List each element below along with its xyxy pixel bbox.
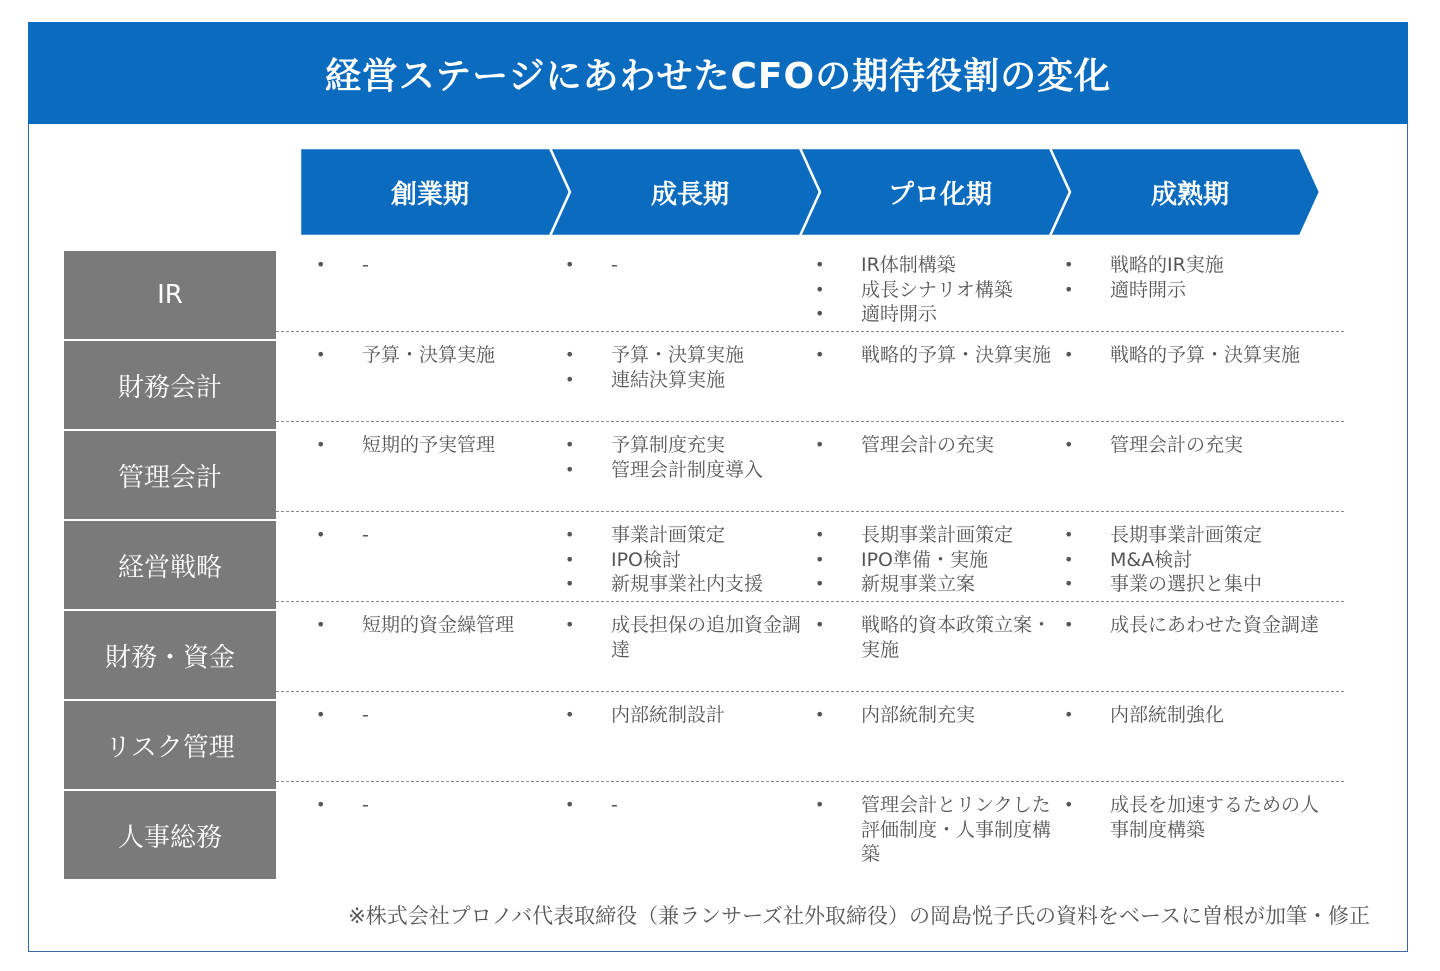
cell-item: • 戦略的予算・決算実施	[1064, 343, 1326, 368]
row-label-4: 経営戦略	[64, 521, 276, 609]
row-label-5: 財務・資金	[64, 611, 276, 699]
cell-item: • 戦略的資本政策立案・実施	[815, 613, 1053, 662]
cell-item: • 長期事業計画策定	[1064, 523, 1326, 548]
cell-r3-c1	[316, 433, 554, 458]
cell-item: • 管理会計とリンクした評価制度・人事制度構築	[815, 793, 1053, 867]
row-separator	[276, 781, 1344, 782]
cell-item: • 管理会計の充実	[1064, 433, 1326, 458]
cell-item: • 予算・決算実施	[316, 343, 554, 368]
cell-item: • 事業計画策定	[565, 523, 803, 548]
cell-item: • IPO検討	[565, 548, 803, 573]
cell-item: • 予算制度充実	[565, 433, 803, 458]
cell-r7-c4	[1064, 793, 1326, 842]
cell-item: • 管理会計制度導入	[565, 458, 803, 483]
cell-r2-c4	[1064, 343, 1326, 368]
cell-item: • 連結決算実施	[565, 368, 803, 393]
cell-r3-c4	[1064, 433, 1326, 458]
cell-item: • 成長を加速するための人事制度構築	[1064, 793, 1326, 842]
cell-item: • -	[316, 703, 554, 728]
cell-item: • 戦略的IR実施	[1064, 253, 1326, 278]
cell-r4-c1	[316, 523, 554, 548]
cell-r6-c4	[1064, 703, 1326, 728]
cell-item: • M&A検討	[1064, 548, 1326, 573]
cell-r1-c1	[316, 253, 554, 278]
row-separator	[276, 601, 1344, 602]
cell-item: • IR体制構築	[815, 253, 1053, 278]
footnote: ※株式会社プロノバ代表取締役（兼ランサーズ社外取締役）の岡島悦子氏の資料をベースに曽根が加筆・修正	[348, 904, 1370, 928]
cell-item: • 新規事業立案	[815, 572, 1053, 597]
cell-item: • -	[565, 253, 803, 278]
cell-r1-c2	[565, 253, 803, 278]
cell-item: • 内部統制充実	[815, 703, 1053, 728]
cell-item: • 戦略的予算・決算実施	[815, 343, 1053, 368]
cell-r7-c2	[565, 793, 803, 818]
cell-item: • 長期事業計画策定	[815, 523, 1053, 548]
cell-r2-c2	[565, 343, 803, 392]
cell-item: • 成長シナリオ構築	[815, 278, 1053, 303]
cell-r2-c1	[316, 343, 554, 368]
cell-r7-c1	[316, 793, 554, 818]
cell-r3-c2	[565, 433, 803, 482]
cell-item: • 適時開示	[815, 302, 1053, 327]
cell-r3-c3	[815, 433, 1053, 458]
cell-item: • 短期的資金繰管理	[316, 613, 554, 638]
cell-r2-c3	[815, 343, 1053, 368]
cell-item: • -	[565, 793, 803, 818]
row-label-7: 人事総務	[64, 791, 276, 879]
cell-item: • 内部統制強化	[1064, 703, 1326, 728]
stage-label-4: 成熟期	[1150, 179, 1229, 210]
cell-item: • 成長担保の追加資金調達	[565, 613, 803, 662]
cell-r1-c4	[1064, 253, 1326, 302]
cell-item: • IPO準備・実施	[815, 548, 1053, 573]
row-separator	[276, 511, 1344, 512]
row-label-3: 管理会計	[64, 431, 276, 519]
cell-r7-c3	[815, 793, 1053, 867]
cell-r5-c3	[815, 613, 1053, 662]
stage-label-2: 成長期	[650, 179, 729, 210]
cell-item: • 成長にあわせた資金調達	[1064, 613, 1326, 638]
cell-item: • 新規事業社内支援	[565, 572, 803, 597]
cell-r6-c3	[815, 703, 1053, 728]
cell-item: • 事業の選択と集中	[1064, 572, 1326, 597]
cell-r6-c2	[565, 703, 803, 728]
row-separator	[276, 331, 1344, 332]
row-label-2: 財務会計	[64, 341, 276, 429]
cell-item: • 内部統制設計	[565, 703, 803, 728]
cell-r4-c4	[1064, 523, 1326, 597]
row-separator	[276, 421, 1344, 422]
cell-item: • -	[316, 523, 554, 548]
cell-item: • -	[316, 793, 554, 818]
diagram-title: 経営ステージにあわせたCFOの期待役割の変化	[28, 22, 1408, 124]
cell-r6-c1	[316, 703, 554, 728]
cell-item: • 短期的予実管理	[316, 433, 554, 458]
row-separator	[276, 691, 1344, 692]
cell-item: • 予算・決算実施	[565, 343, 803, 368]
stage-label-3: プロ化期	[887, 179, 992, 210]
cell-r5-c2	[565, 613, 803, 662]
cell-r5-c1	[316, 613, 554, 638]
stage-label-1: 創業期	[390, 179, 469, 210]
cell-r4-c3	[815, 523, 1053, 597]
cell-item: • -	[316, 253, 554, 278]
cell-r4-c2	[565, 523, 803, 597]
row-label-6: リスク管理	[64, 701, 276, 789]
cell-r1-c3	[815, 253, 1053, 327]
cell-item: • 適時開示	[1064, 278, 1326, 303]
cell-r5-c4	[1064, 613, 1326, 638]
row-label-1: IR	[64, 251, 276, 339]
cell-item: • 管理会計の充実	[815, 433, 1053, 458]
